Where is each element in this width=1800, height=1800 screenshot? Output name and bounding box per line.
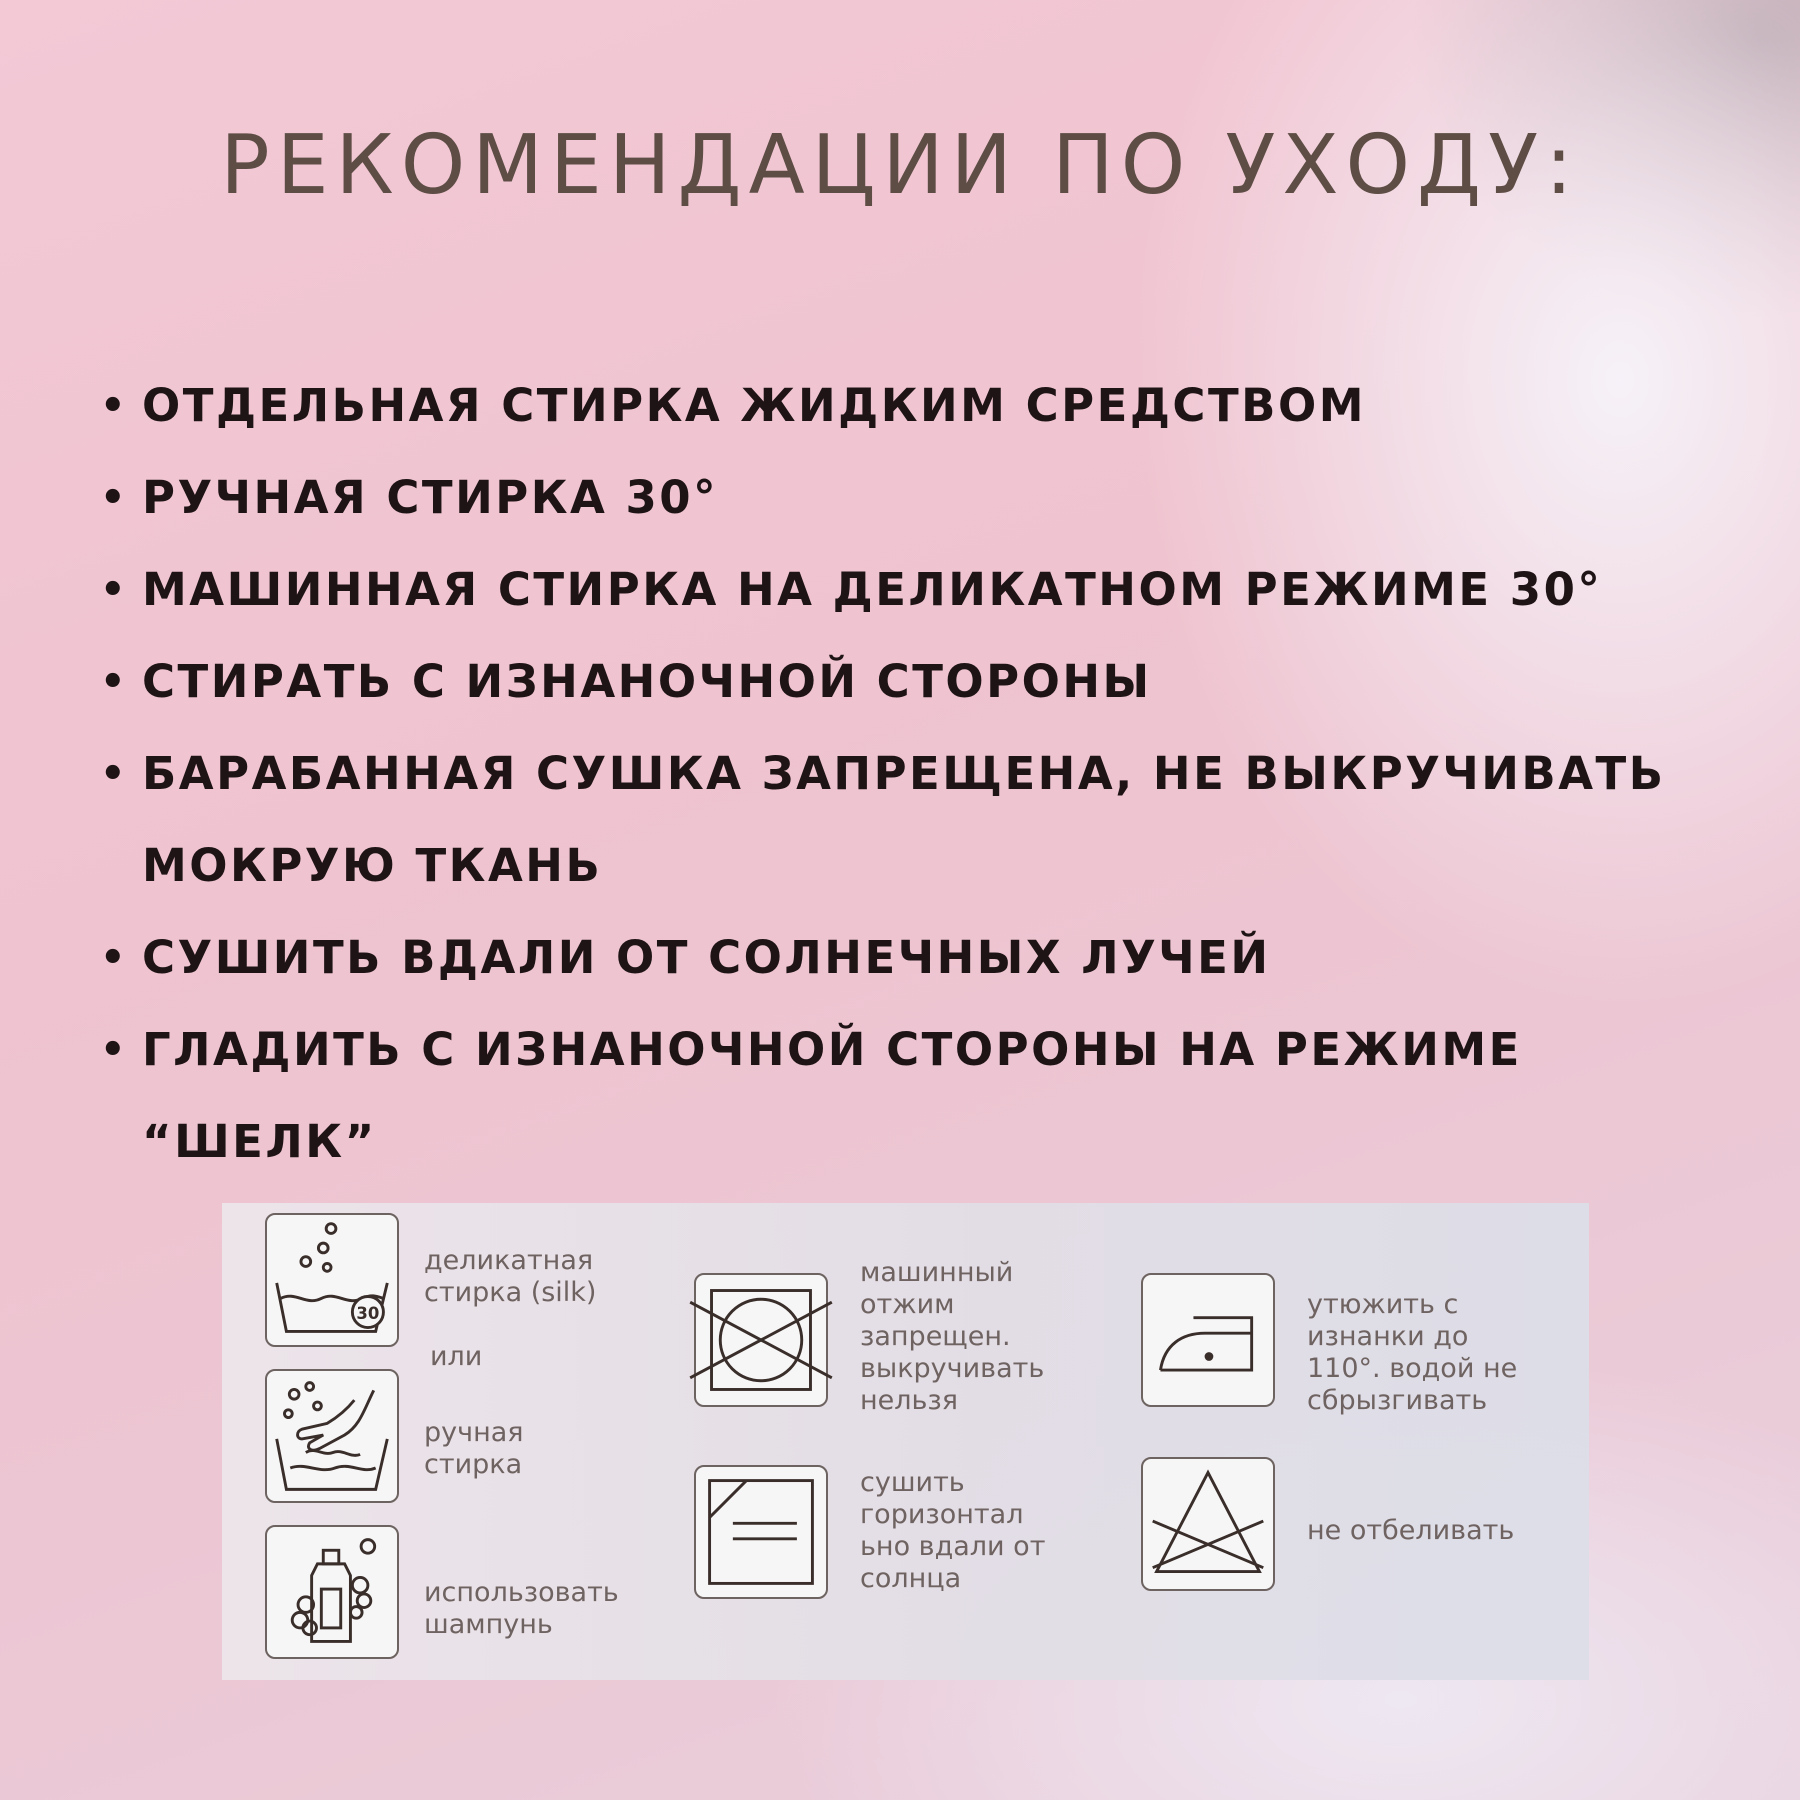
bullet: • [100, 935, 129, 981]
care-item-text: ОТДЕЛЬНАЯ СТИРКА ЖИДКИМ СРЕДСТВОМ [142, 379, 1366, 432]
no-bleach-label: не отбеливать [1307, 1515, 1515, 1546]
page-title: РЕКОМЕНДАЦИИ ПО УХОДУ: [220, 118, 1580, 213]
care-item-text: МАШИННАЯ СТИРКА НА ДЕЛИКАТНОМ РЕЖИМЕ 30° [142, 563, 1603, 616]
care-item [100, 636, 1760, 728]
no-tumble-dry-icon [694, 1273, 828, 1407]
care-symbols-panel [222, 1203, 1589, 1680]
bullet: • [100, 659, 129, 705]
care-item [100, 360, 1760, 452]
dry-flat-shade-icon [694, 1465, 828, 1599]
bullet: • [100, 475, 129, 521]
iron-label: утюжить с изнанки до 110°. водой не сбрызгивать [1307, 1289, 1518, 1416]
bullet: • [100, 567, 129, 613]
care-item [100, 728, 1760, 912]
care-item [100, 912, 1760, 1004]
bullet: • [100, 1027, 129, 1073]
care-item [100, 452, 1760, 544]
bullet: • [100, 383, 129, 429]
hand-wash-icon [265, 1369, 399, 1503]
care-item-text: СУШИТЬ ВДАЛИ ОТ СОЛНЕЧНЫХ ЛУЧЕЙ [142, 931, 1271, 984]
dry-flat-label: сушить горизонтал ьно вдали от солнца [860, 1467, 1046, 1594]
hand-wash-label: ручная стирка [424, 1417, 524, 1480]
care-item-text: БАРАБАННАЯ СУШКА ЗАПРЕЩЕНА, НЕ ВЫКРУЧИВАТЬ МОКРУЮ ТКАНЬ [142, 747, 1666, 892]
iron-low-icon [1141, 1273, 1275, 1407]
bullet: • [100, 751, 129, 797]
care-item [100, 544, 1760, 636]
shampoo-label: использовать шампунь [424, 1577, 619, 1640]
delicate-wash-label: деликатная стирка (silk) [424, 1245, 597, 1308]
care-item-text: СТИРАТЬ С ИЗНАНОЧНОЙ СТОРОНЫ [142, 655, 1152, 708]
care-item-text: ГЛАДИТЬ С ИЗНАНОЧНОЙ СТОРОНЫ НА РЕЖИМЕ “ШЕЛК” [142, 1023, 1522, 1168]
care-item [100, 1004, 1760, 1188]
or-label: или [430, 1341, 483, 1372]
no-wring-label: машинный отжим запрещен. выкручивать нельзя [860, 1257, 1045, 1416]
delicate-wash-30-icon [265, 1213, 399, 1347]
svg-text:30: 30 [356, 1303, 380, 1323]
no-bleach-icon [1141, 1457, 1275, 1591]
care-instructions-list [100, 360, 1760, 1188]
shampoo-bottle-icon [265, 1525, 399, 1659]
care-item-text: РУЧНАЯ СТИРКА 30° [142, 471, 719, 524]
